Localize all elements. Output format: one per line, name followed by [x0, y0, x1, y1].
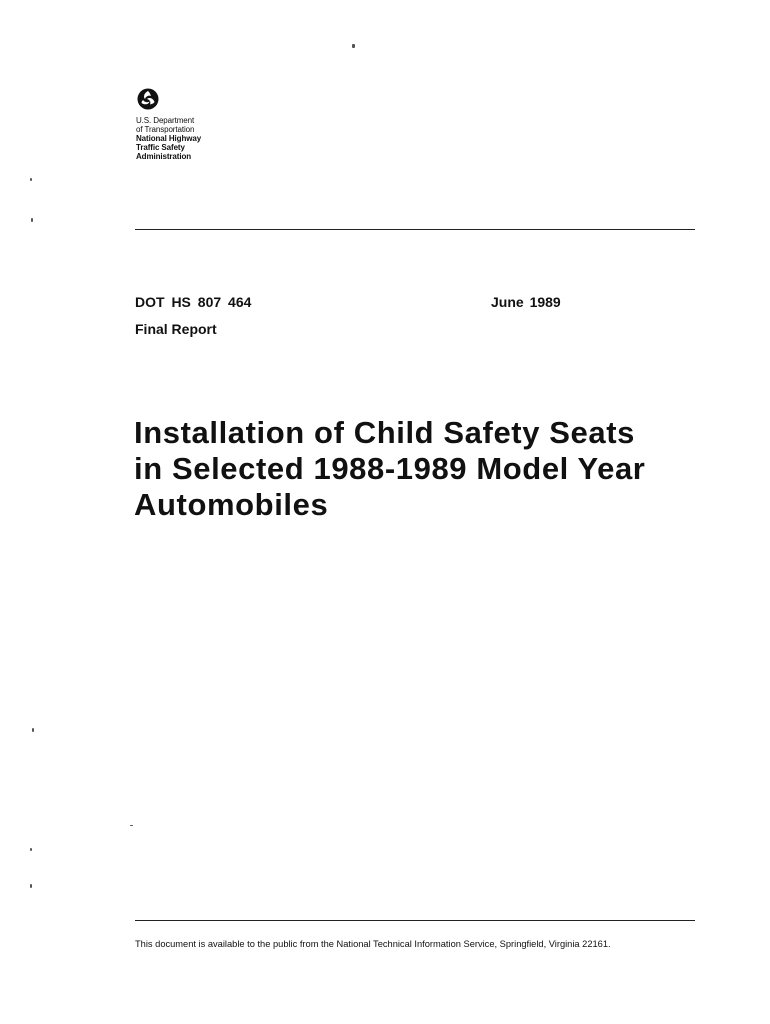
availability-notice: This document is available to the public from the National Technical Information Service, Springfield, Virginia 22161.	[135, 939, 611, 949]
scan-speck	[30, 178, 32, 181]
administration-line-2: Traffic Safety	[136, 143, 185, 152]
scan-speck	[130, 825, 133, 826]
department-line-1: U.S. Department	[136, 116, 195, 125]
report-type: Final Report	[135, 321, 217, 337]
administration-line-3: Administration	[136, 152, 192, 161]
department-line-2: of Transportation	[136, 125, 195, 134]
bottom-divider	[135, 920, 695, 921]
scan-speck	[30, 848, 32, 851]
scan-speck	[32, 728, 34, 732]
administration-line-1: National Highway	[136, 134, 202, 143]
dot-tri-star-icon	[137, 88, 159, 110]
title-line-1: Installation of Child Safety Seats	[134, 415, 635, 450]
report-date: June 1989	[491, 294, 561, 310]
scan-speck	[352, 44, 355, 48]
report-number: DOT HS 807 464	[135, 294, 252, 310]
agency-block	[136, 116, 201, 161]
top-divider	[135, 229, 695, 230]
scan-speck	[31, 218, 33, 222]
report-title	[134, 415, 714, 523]
title-line-2: in Selected 1988-1989 Model Year	[134, 451, 646, 486]
scan-speck	[30, 884, 32, 888]
title-line-3: Automobiles	[134, 487, 329, 522]
